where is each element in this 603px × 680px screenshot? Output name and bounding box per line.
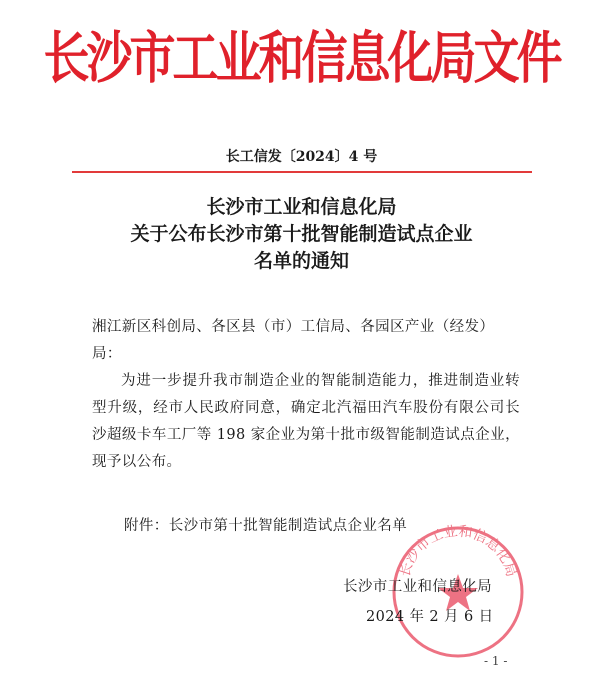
notice-title-line-1: 长沙市工业和信息化局 [206, 196, 397, 218]
notice-title-line-2: 关于公布长沙市第十批智能制造试点企业 [130, 223, 473, 245]
recipient-line: 湘江新区科创局、各区县（市）工信局、各园区产业（经发）局： [92, 319, 495, 362]
seal-text: 长沙市工业和信息化局 [396, 523, 520, 579]
issue-date: 2024 年 2 月 6 日 [366, 609, 494, 625]
document-number: 长工信发〔2024〕4 号 [225, 149, 378, 165]
document-header-title: 长沙市工业和信息化局文件 [43, 25, 560, 92]
header-divider [72, 171, 532, 173]
body-paragraph: 为进一步提升我市制造企业的智能制造能力，推进制造业转型升级，经市人民政府同意，确定北汽福田汽车股份有限公司长沙超级卡车工厂等 198 家企业为第十批市级智能制造试点企业，现予以公布。 [92, 373, 520, 470]
issuer-signature: 长沙市工业和信息化局 [343, 579, 492, 595]
notice-title [0, 194, 603, 275]
attachment-line: 附件：长沙市第十批智能制造试点企业名单 [124, 518, 408, 534]
page-number: - 1 - [484, 654, 508, 668]
notice-title-line-3: 名单的通知 [253, 250, 349, 272]
